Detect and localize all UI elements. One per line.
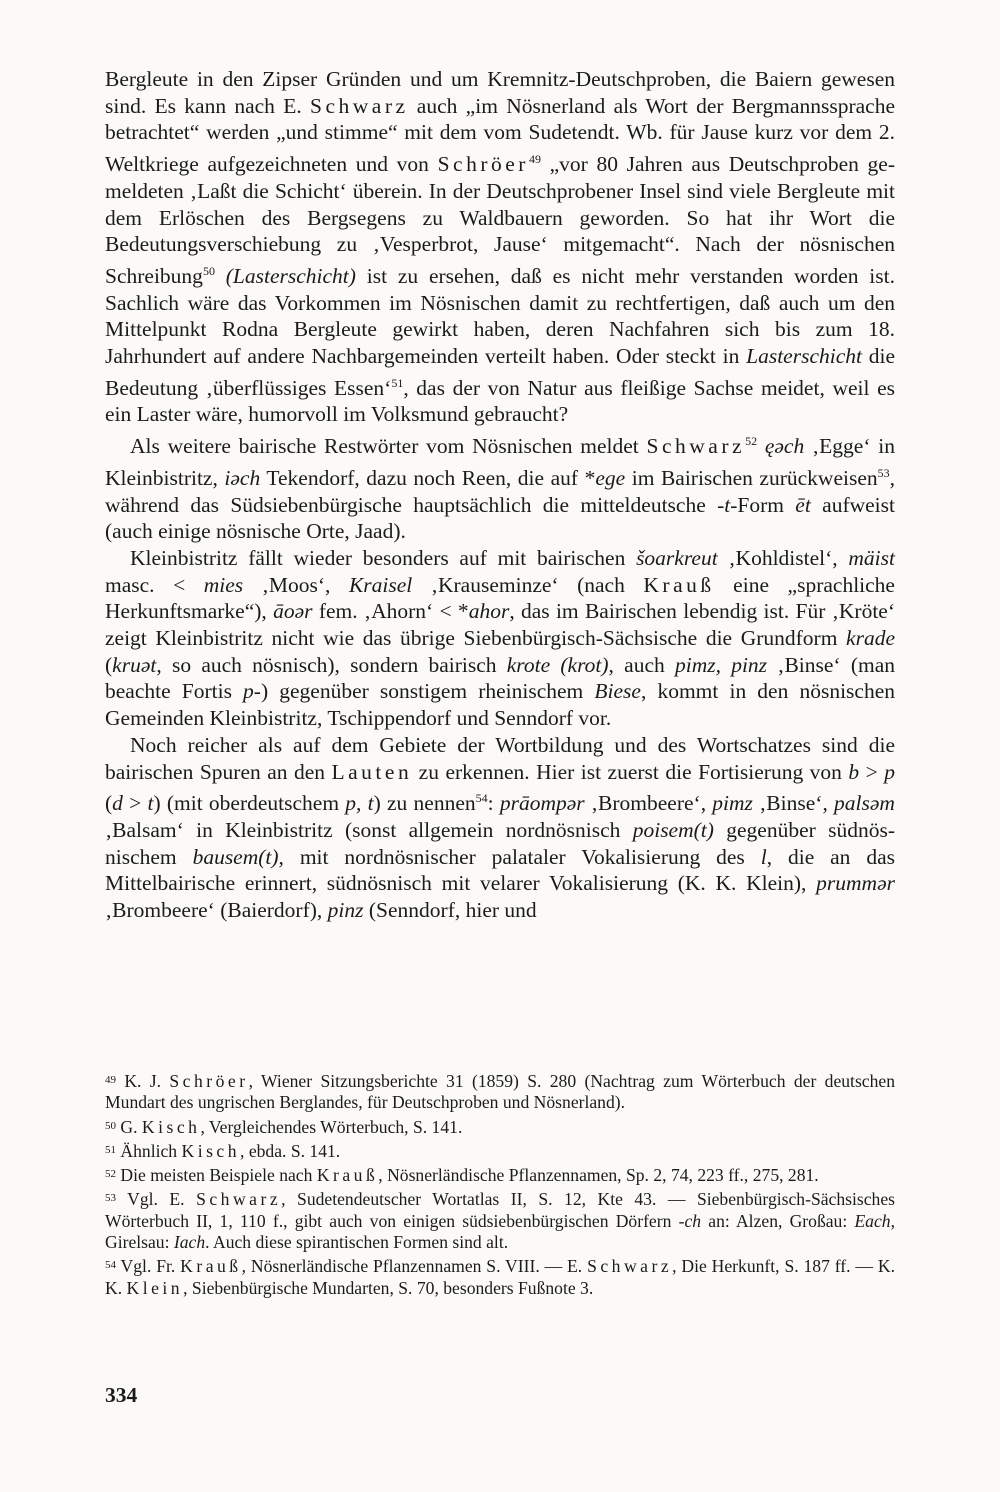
paragraph: Bergleute in den Zipser Gründen und um Kremnitz-Deutschproben, die Baiern gewesen sind. Es kann nach E. Schwarz auch „im Nösnerland als Wort der Bergmannssprache betrachtet“ werden „und stimme“ mit dem vom Sudetendt. Wb. für Jause kurz vor dem 2. Weltkriege aufgezeichneten und von Schröer$^{49}$ „vor 80 Jahren aus Deutschproben gemeldeten ‚Laßt die Schicht‘ überein. In der Deutschprobener Insel sind viele Bergleute mit dem Erlöschen des Bergsegens zu Waldbauern geworden. So hat ihr Wort die Bedeutungsverschiebung zu ‚Vesperbrot, Jause‘ mitgemacht“. Nach der nösnischen Schreibung$^{50}$ (Lasterschicht) ist zu ersehen, daß es nicht mehr verstanden worden ist. Sachlich wäre das Vorkommen im Nösnischen damit zu rechtfertigen, daß auch um den Mittelpunkt Rodna Bergleute gewirkt haben, deren Nachfahren sich bis zum 18. Jahrhundert auf andere Nachbargemeinden verteilt haben. Oder steckt in Lasterschicht die Bedeutung ‚überflüssiges Essen‘$^{51}$, das der von Natur aus fleißige Sachse meidet, weil es ein Laster wäre, humorvoll im Volksmund gebraucht? xyxy=(105,67,896,427)
page-number: 334 xyxy=(105,1383,138,1407)
footnote: $^{52}$ Die meisten Beispiele nach Krauß, Nösnerländische Pflanzennamen, Sp. 2, 74, 223 ff., 275, 281. xyxy=(105,1165,819,1186)
footnote: $^{50}$ G. Kisch, Vergleichendes Wörterbuch, S. 141. xyxy=(105,1116,463,1137)
footnote: $^{53}$ Vgl. E. Schwarz, Sudetendeutscher Wortatlas II, S. 12, Kte 43. — Siebenbürgisch-Sächsisches Wörterbuch II, 1, 110 f., gibt auch von einigen südsiebenbürgischen Dörfern -ch an: Alzen, Großau: Each, Girelsau: Iach. Auch diese spirantischen Formen sind alt. xyxy=(105,1189,895,1253)
footnote: $^{49}$ K. J. Schröer, Wiener Sitzungsberichte 31 (1859) S. 280 (Nachtrag zum Wörterbuch der deutschen Mundart des ungrischen Berglandes, für Deutschproben und Nösnerland). xyxy=(105,1071,896,1113)
paragraph: Noch reicher als auf dem Gebiete der Wortbildung und des Wortschatzes sind die bairischen Spuren an den Lauten zu erkennen. Hier ist zuerst die Fortisierung von b > p (d > t) (mit oberdeutschem p, t) zu nennen$^{54}$: prāompər ‚Brombeere‘, pimz ‚Binse‘, palsəm ‚Balsam‘ in Kleinbistritz (sonst allgemein nordnösnisch poisem(t) gegenüber südnösnischem bausem(t), mit nordnösnischer palataler Vokalisierung des l, die an das Mittelbairische erinnert, südnösnisch mit velarer Vokalisierung (K. K. Klein), prummər ‚Brombeere‘ (Baierdorf), pinz (Senndorf, hier und xyxy=(105,732,895,923)
footnotes xyxy=(105,1070,895,1299)
footnote: $^{51}$ Ähnlich Kisch, ebda. S. 141. xyxy=(105,1140,341,1161)
paragraph: Kleinbistritz fällt wieder besonders auf mit bairischen šoarkreut ‚Kohldistel‘, mäist masc. < mies ‚Moos‘, Kraisel ‚Krauseminze‘ (nach Krauß eine „sprachliche Herkunftsmarke“), āoər fem. ‚Ahorn‘ < *ahor, das im Bairischen lebendig ist. Für ‚Kröte‘ zeigt Kleinbistritz nicht wie das übrige Siebenbürgisch-Sächsische die Grundform krade (kruət, so auch nösnisch), sondern bairisch krote (krot), auch pimz, pinz ‚Binse‘ (man beachte Fortis p-) gegenüber sonstigem rheinischem Biese, kommt in den nösnischen Gemeinden Kleinbistritz, Tschippendorf und Senndorf vor. xyxy=(105,545,895,731)
main-text xyxy=(105,66,895,924)
footnote: $^{54}$ Vgl. Fr. Krauß, Nösnerländische Pflanzennamen S. VIII. — E. Schwarz, Die Herkunft, S. 187 ff. — K. K. Klein, Siebenbürgische Mundarten, S. 70, besonders Fußnote 3. xyxy=(105,1256,895,1298)
paragraph: Als weitere bairische Restwörter vom Nösnischen meldet Schwarz$^{52}$ ęəch ‚Egge‘ in Kleinbistritz, iəch Tekendorf, dazu noch Reen, die auf *ege im Bairischen zurückweisen$^{53}$, während das Südsiebenbürgische hauptsächlich die mitteldeutsche -t-Form ēt aufweist (auch einige nösnische Orte, Jaad). xyxy=(105,434,895,544)
